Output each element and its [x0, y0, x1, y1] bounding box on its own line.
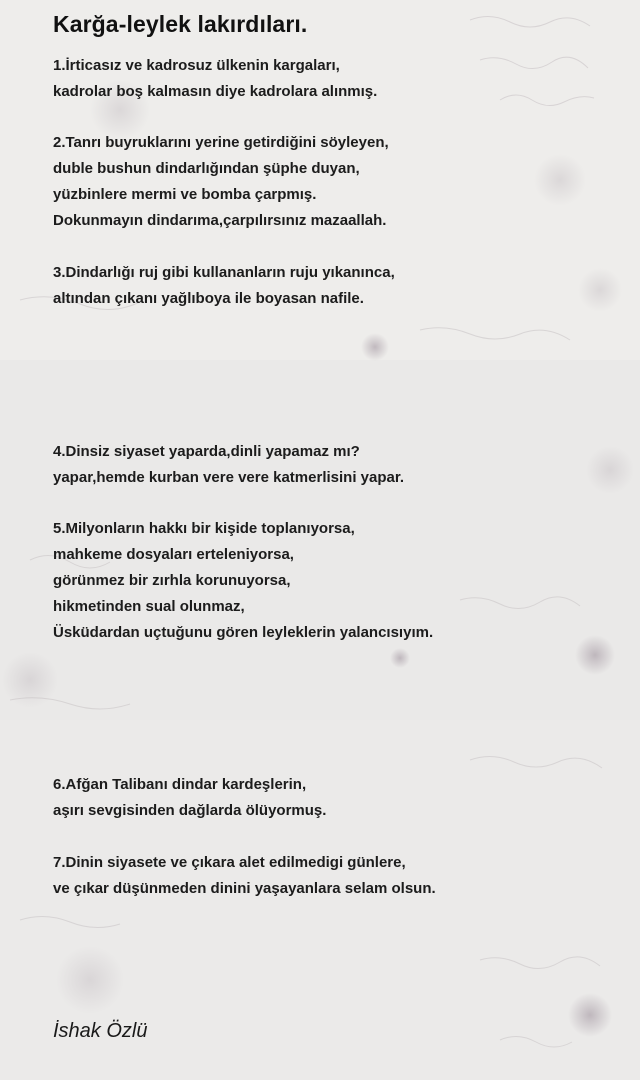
poem-line: Üsküdardan uçtuğunu gören leyleklerin yalancısıyım. — [53, 624, 434, 641]
poem-line: 7.Dinin siyasete ve çıkara alet edilmedigi günlere, — [53, 854, 406, 871]
poem-line: görünmez bir zırhla korunuyorsa, — [53, 572, 291, 589]
poem-line: yapar,hemde kurban vere vere katmerlisini yapar. — [53, 469, 405, 486]
poem-author: İshak Özlü — [53, 1020, 148, 1042]
poem-line: altından çıkanı yağlıboya ile boyasan nafile. — [53, 290, 364, 307]
poem-line: yüzbinlere mermi ve bomba çarpmış. — [53, 186, 317, 203]
poem-line: Dokunmayın dindarıma,çarpılırsınız mazaallah. — [53, 212, 387, 229]
poem-line: 3.Dindarlığı ruj gibi kullananların ruju yıkanınca, — [53, 264, 395, 281]
poem-line: 4.Dinsiz siyaset yaparda,dinli yapamaz mı? — [53, 443, 360, 460]
poem-line: 6.Afğan Talibanı dindar kardeşlerin, — [53, 776, 307, 793]
poem-title: Karğa-leylek lakırdıları. — [53, 11, 308, 37]
poem-line: mahkeme dosyaları erteleniyorsa, — [53, 546, 294, 563]
poem-line: 1.İrticasız ve kadrosuz ülkenin kargaları, — [53, 57, 340, 74]
poem-line: aşırı sevgisinden dağlarda ölüyormuş. — [53, 802, 327, 819]
poem-line: kadrolar boş kalmasın diye kadrolara alınmış. — [53, 83, 378, 100]
poem-line: ve çıkar düşünmeden dinini yaşayanlara selam olsun. — [53, 880, 436, 897]
poem-line: 5.Milyonların hakkı bir kişide toplanıyorsa, — [53, 520, 355, 537]
poem-line: duble bushun dindarlığından şüphe duyan, — [53, 160, 360, 177]
poem-line: 2.Tanrı buyruklarını yerine getirdiğini söyleyen, — [53, 134, 389, 151]
poem-line: hikmetinden sual olunmaz, — [53, 598, 245, 615]
